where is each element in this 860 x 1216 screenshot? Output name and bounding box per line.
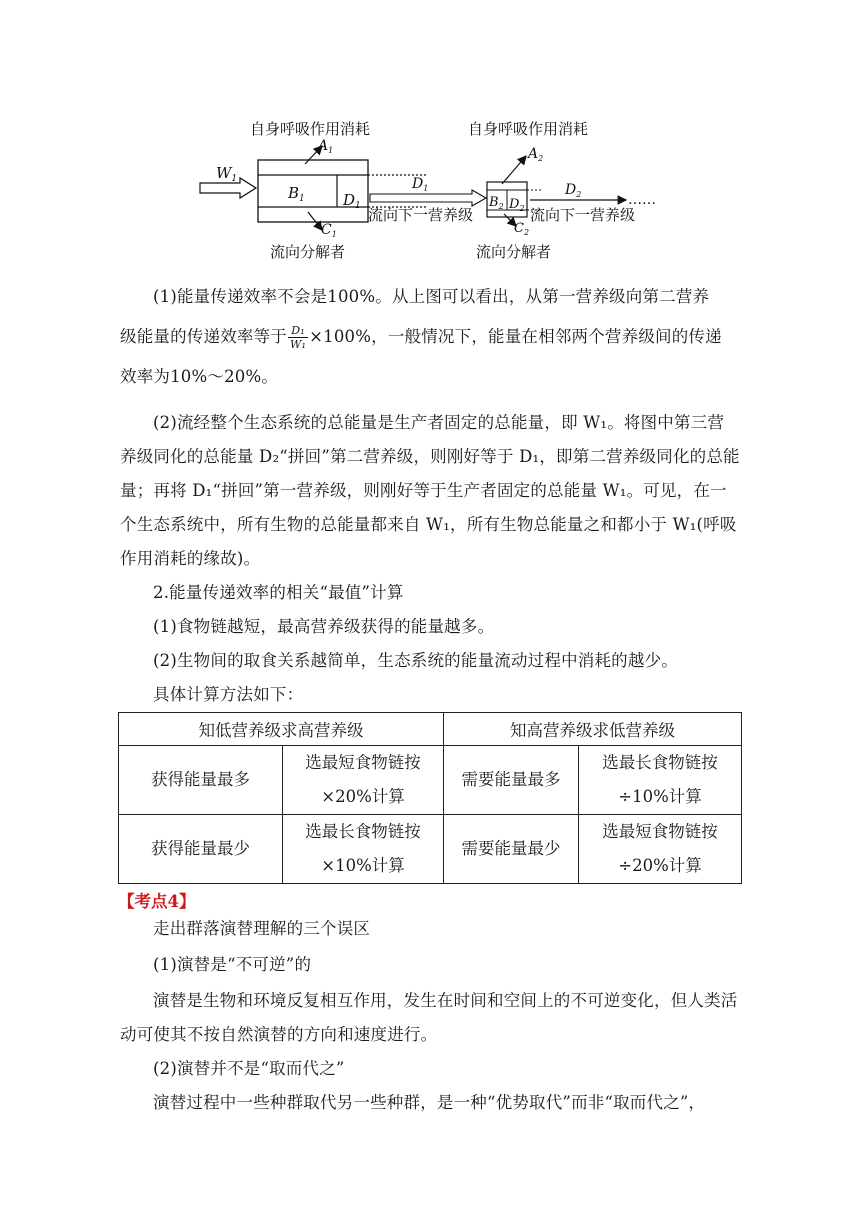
point-2: (2)生物间的取食关系越简单，生态系统的能量流动过程中消耗的越少。: [153, 651, 678, 670]
decomposer-label-2: 流向分解者: [476, 243, 552, 261]
paragraph-total-energy: (2)流经整个生态系统的总能量是生产者固定的总能量，即 W₁。将图中第三营养级同化的总能量 D₂“拼回”第二营养级，则刚好等于 D₁，即第二营养级同化的总能量；再将 D₁“拼回”第一营养级，则刚好等于生产者固定的总能量 W₁。可见，在一个生态系统中，所有生物的总能量都来自 W₁，所有生物总能量之和都小于 W₁(呼吸作用消耗的缘故)。: [120, 413, 740, 568]
ellipsis-mark: ……: [628, 192, 656, 208]
b1-label: $B_1$: [288, 184, 305, 204]
para1-line3: 效率为10%～20%。: [120, 367, 279, 386]
table-cell: 选最长食物链按×10%计算: [283, 815, 444, 884]
para1-line1: (1)能量传递效率不会是100%。从上图可以看出，从第一营养级向第二营养: [153, 287, 710, 306]
table-header-left: 知低营养级求高营养级: [119, 713, 444, 746]
efficiency-fraction: $\frac{\text{D₁}}{\text{W₁}}$: [290, 324, 307, 351]
section2-title: 2.能量传递效率的相关“最值”计算: [153, 583, 404, 602]
method-intro: 具体计算方法如下：: [153, 685, 304, 704]
kp4-paragraph-2: 演替过程中一些种群取代另一些种群，是一种“优势取代”而非“取而代之”，: [153, 1093, 706, 1112]
table-cell: 获得能量最多: [119, 746, 283, 815]
paragraph-efficiency: [120, 280, 740, 394]
d2-box-label: $D_2$: [509, 197, 525, 213]
kp4-title: 走出群落演替理解的三个误区: [153, 919, 371, 938]
kp4-point-2: (2)演替并不是“取而代之”: [153, 1059, 345, 1078]
key-point-tag: 【考点4】: [118, 892, 196, 911]
c2-label: $C_2$: [514, 221, 530, 237]
table-row: [119, 746, 742, 815]
table-row: [119, 815, 742, 884]
table-cell: 获得能量最少: [119, 815, 283, 884]
para1-line2: 级能量的传递效率等于 $\frac{\text{D₁}}{\text{W₁}}$ ×100%，一般情况下，能量在相邻两个营养级间的传递: [120, 324, 722, 351]
table-cell: 需要能量最少: [444, 815, 579, 884]
kp4-point-1: (1)演替是“不可逆”的: [153, 955, 312, 974]
a2-label: $A_2$: [528, 146, 544, 163]
b2-label: $B_2$: [489, 195, 504, 211]
w1-label: $W_1$: [216, 164, 238, 184]
table-cell: 选最短食物链按×20%计算: [283, 746, 444, 815]
flow-next-label-2: 流向下一营养级: [530, 206, 636, 224]
self-respiration-label-2: 自身呼吸作用消耗: [468, 120, 589, 138]
d1-arrow-label: $D_1$: [412, 176, 429, 193]
flow-next-label-1: 流向下一营养级: [368, 206, 474, 224]
kp4-paragraph-1: 演替是生物和环境反复相互作用，发生在时间和空间上的不可逆变化，但人类活动可使其不按自然演替的方向和速度进行。: [120, 991, 738, 1044]
decomposer-label-1: 流向分解者: [270, 243, 346, 261]
a1-label: $A_1$: [318, 138, 334, 155]
self-respiration-label-1: 自身呼吸作用消耗: [250, 120, 371, 138]
c1-label: $C_1$: [321, 222, 337, 239]
d2-arrow-label: $D_2$: [565, 182, 582, 199]
d1-box-label: $D_1$: [343, 191, 361, 211]
table-cell: 选最长食物链按÷10%计算: [579, 746, 742, 815]
calculation-table: [118, 712, 742, 884]
table-header-right: 知高营养级求低营养级: [444, 713, 742, 746]
point-1: (1)食物链越短，最高营养级获得的能量越多。: [153, 617, 495, 636]
table-cell: 需要能量最多: [444, 746, 579, 815]
energy-flow-diagram: [190, 112, 690, 262]
table-cell: 选最短食物链按÷20%计算: [579, 815, 742, 884]
